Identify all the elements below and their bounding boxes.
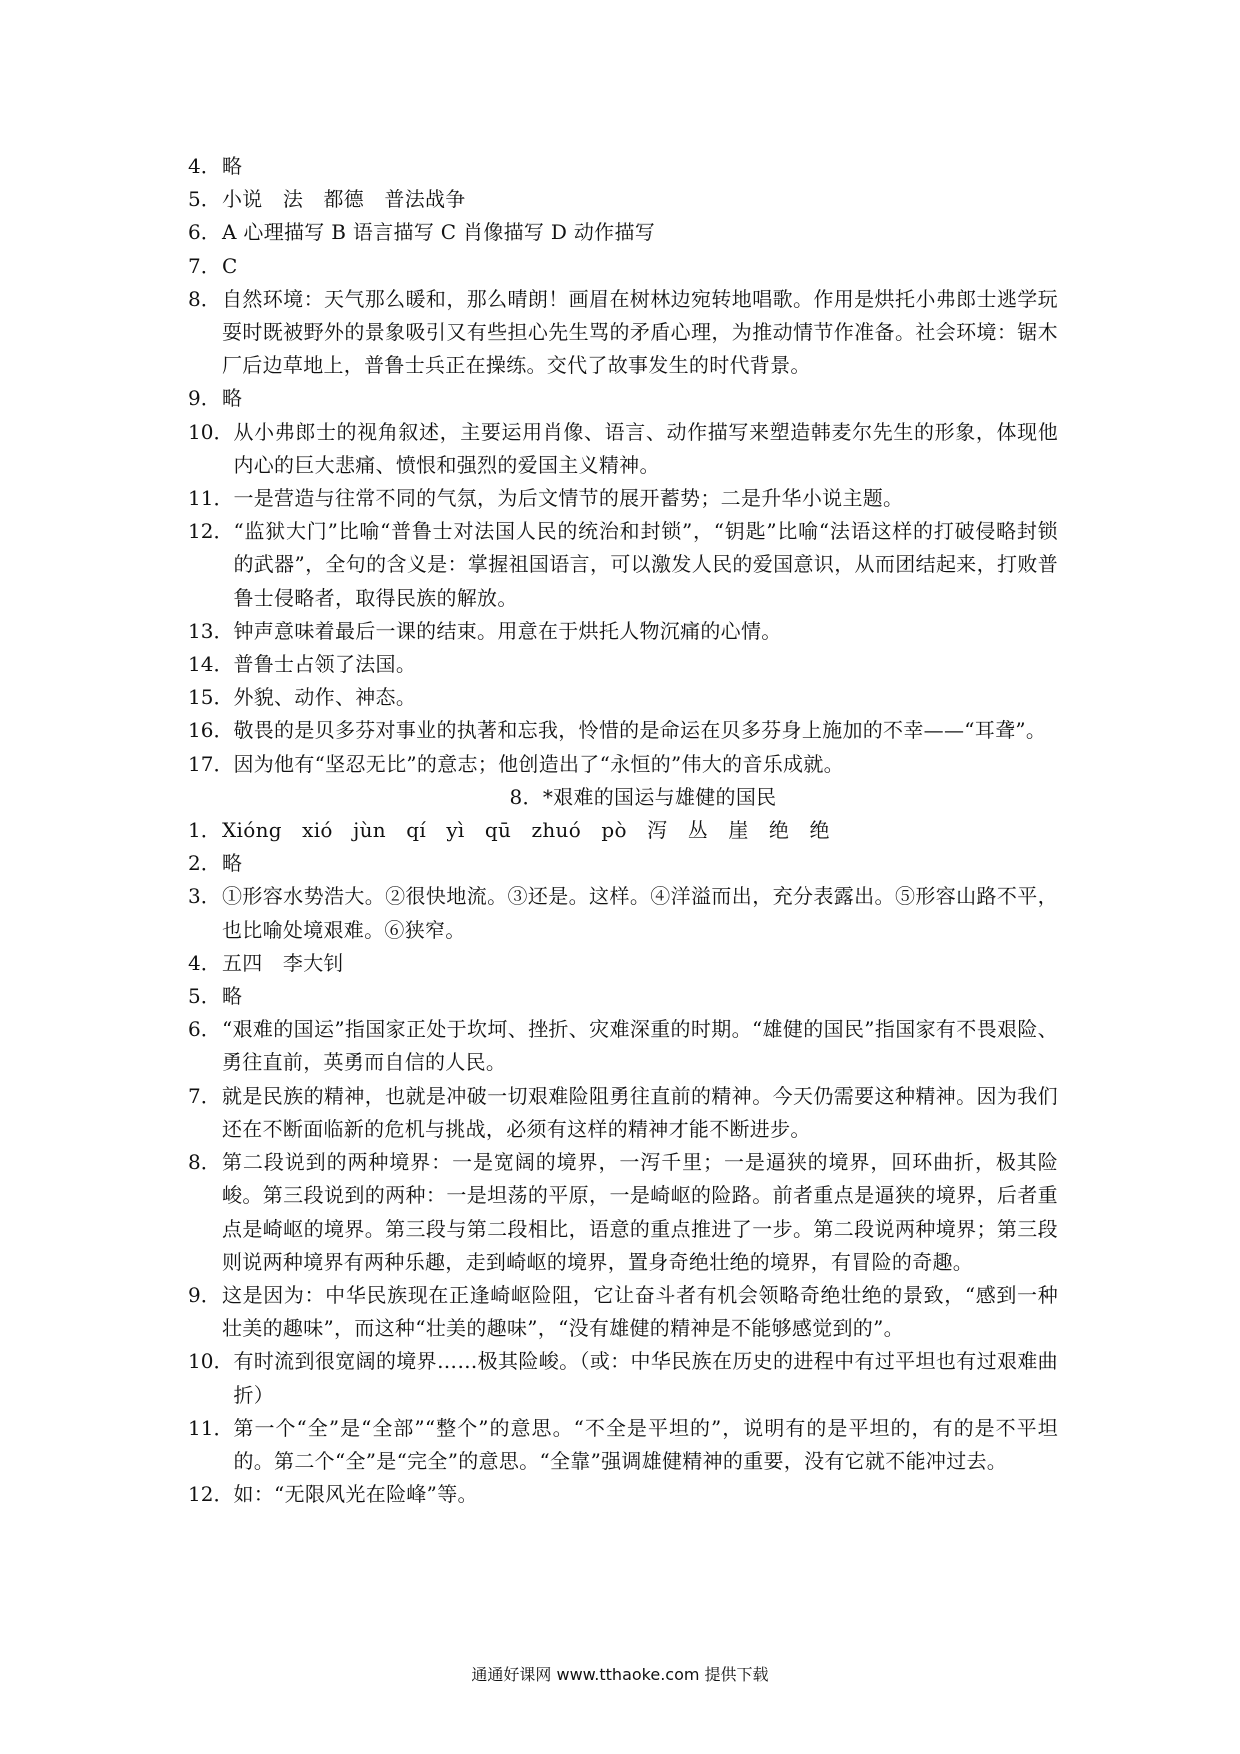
answer-text: 因为他有“坚忍无比”的意志；他创造出了“永恒的”伟大的音乐成就。 xyxy=(233,751,844,776)
answer-text: 略 xyxy=(222,386,243,411)
answer-number: 7． xyxy=(188,253,221,278)
answer-text: 钟声意味着最后一课的结束。用意在于烘托人物沉痛的心情。 xyxy=(233,618,782,643)
answer-item xyxy=(188,1345,1058,1411)
answer-text: 略 xyxy=(222,154,243,178)
answer-item xyxy=(188,1146,1058,1279)
answer-text: Xióng xió jùn qí yì qū zhuó pò 泻 丛 崖 绝 绝 xyxy=(222,818,830,843)
answer-item xyxy=(188,615,1058,648)
answer-text: C xyxy=(222,253,238,278)
answer-item xyxy=(188,814,1058,847)
answer-text: 从小弗郎士的视角叙述，主要运用肖像、语言、动作描写来塑造韩麦尔先生的形象，体现他内心的巨大悲痛、愤恨和强烈的爱国主义精神。 xyxy=(233,419,1058,477)
answer-item xyxy=(188,382,1058,415)
answer-number: 6． xyxy=(188,1017,221,1042)
answer-item xyxy=(188,947,1058,980)
answer-number: 16． xyxy=(188,718,234,743)
answer-item xyxy=(188,1080,1058,1146)
answer-number: 11． xyxy=(188,1415,234,1440)
answer-content xyxy=(188,150,1058,1511)
answer-item xyxy=(188,648,1058,681)
answer-text: A 心理描写 B 语言描写 C 肖像描写 D 动作描写 xyxy=(222,220,656,245)
answer-item xyxy=(188,283,1058,383)
answer-text: 小说 法 都德 普法战争 xyxy=(222,187,466,212)
answer-item xyxy=(188,748,1058,781)
answer-text: 第二段说到的两种境界：一是宽阔的境界，一泻千里；一是逼狭的境界，回环曲折，极其险峻。第三段说到的两种：一是坦荡的平原，一是崎岖的险路。前者重点是逼狭的境界，后者重点是崎岖的境界。第三段与第二段相比，语意的重点推进了一步。第二段说两种境界；第三段则说两种境界有两种乐趣，走到崎岖的境界，置身奇绝壮绝的境界，有冒险的奇趣。 xyxy=(222,1150,1058,1274)
answer-item xyxy=(188,880,1058,946)
answer-list-part-1 xyxy=(188,150,1058,781)
answer-item xyxy=(188,847,1058,880)
answer-text: 第一个“全”是“全部”“整个”的意思。“不全是平坦的”，说明有的是平坦的，有的是不平坦的。第二个“全”是“完全”的意思。“全靠”强调雄健精神的重要，没有它就不能冲过去。 xyxy=(233,1415,1058,1473)
answer-item xyxy=(188,1013,1058,1079)
answer-text: “监狱大门”比喻“普鲁士对法国人民的统治和封锁”，“钥匙”比喻“法语这样的打破侵略封锁的武器”，全句的含义是：掌握祖国语言，可以激发人民的爱国意识，从而团结起来，打败普鲁士侵略者，取得民族的解放。 xyxy=(233,519,1058,610)
answer-number: 7． xyxy=(188,1083,221,1108)
answer-text: “艰难的国运”指国家正处于坎坷、挫折、灾难深重的时期。“雄健的国民”指国家有不畏艰险、勇往直前，英勇而自信的人民。 xyxy=(222,1017,1058,1075)
answer-item xyxy=(188,416,1058,482)
answer-list-part-2 xyxy=(188,814,1058,1511)
answer-number: 4． xyxy=(188,154,221,178)
answer-number: 3． xyxy=(188,884,221,909)
answer-number: 9． xyxy=(188,386,221,411)
answer-text: 就是民族的精神，也就是冲破一切艰难险阻勇往直前的精神。今天仍需要这种精神。因为我们还在不断面临新的危机与挑战，必须有这样的精神才能不断进步。 xyxy=(222,1083,1058,1141)
answer-number: 10． xyxy=(188,1349,234,1374)
answer-number: 4． xyxy=(188,950,221,975)
answer-number: 12． xyxy=(188,1482,234,1507)
answer-item xyxy=(188,714,1058,747)
answer-number: 2． xyxy=(188,851,221,876)
answer-text: 一是营造与往常不同的气氛，为后文情节的展开蓄势；二是升华小说主题。 xyxy=(233,486,904,511)
answer-text: 略 xyxy=(222,984,243,1009)
answer-number: 9． xyxy=(188,1282,221,1307)
answer-number: 14． xyxy=(188,652,234,677)
answer-item xyxy=(188,216,1058,249)
answer-text: 略 xyxy=(222,851,243,876)
answer-text: 外貌、动作、神态。 xyxy=(233,685,417,710)
answer-number: 6． xyxy=(188,220,221,245)
answer-item xyxy=(188,1279,1058,1345)
answer-number: 10． xyxy=(188,419,234,444)
answer-item xyxy=(188,980,1058,1013)
answer-number: 5． xyxy=(188,187,221,212)
section-title: 8．*艰难的国运与雄健的国民 xyxy=(509,784,777,809)
answer-text: 五四 李大钊 xyxy=(222,950,344,975)
answer-number: 8． xyxy=(188,286,221,311)
answer-item xyxy=(188,1478,1058,1511)
answer-item xyxy=(188,482,1058,515)
answer-number: 5． xyxy=(188,984,221,1009)
answer-number: 1． xyxy=(188,818,221,843)
answer-text: 如：“无限风光在险峰”等。 xyxy=(233,1482,478,1507)
answer-number: 12． xyxy=(188,519,234,544)
answer-item xyxy=(188,681,1058,714)
answer-item xyxy=(188,150,1058,183)
answer-number: 15． xyxy=(188,685,234,710)
answer-text: 敬畏的是贝多芬对事业的执著和忘我，怜惜的是命运在贝多芬身上施加的不幸——“耳聋”。 xyxy=(233,718,1047,743)
answer-text: 这是因为：中华民族现在正逢崎岖险阻，它让奋斗者有机会领略奇绝壮绝的景致，“感到一种壮美的趣味”，而这种“壮美的趣味”，“没有雄健的精神是不能够感觉到的”。 xyxy=(222,1282,1058,1341)
answer-number: 8． xyxy=(188,1150,221,1175)
footer-download-note: 通通好课网 www.tthaoke.com 提供下载 xyxy=(471,1665,769,1684)
answer-text: 普鲁士占领了法国。 xyxy=(233,652,417,677)
answer-number: 17． xyxy=(188,751,234,776)
answer-item xyxy=(188,250,1058,283)
answer-item xyxy=(188,183,1058,216)
answer-number: 11． xyxy=(188,486,234,511)
answer-text: 自然环境：天气那么暖和，那么晴朗！画眉在树林边宛转地唱歌。作用是烘托小弗郎士逃学玩耍时既被野外的景象吸引又有些担心先生骂的矛盾心理，为推动情节作准备。社会环境：锯木厂后边草地上，普鲁士兵正在操练。交代了故事发生的时代背景。 xyxy=(222,286,1058,378)
answer-item xyxy=(188,1412,1058,1478)
answer-text: ①形容水势浩大。②很快地流。③还是。这样。④洋溢而出，充分表露出。⑤形容山路不平，也比喻处境艰难。⑥狭窄。 xyxy=(222,884,1058,942)
answer-text: 有时流到很宽阔的境界……极其险峻。（或：中华民族在历史的进程中有过平坦也有过艰难曲折） xyxy=(233,1349,1058,1407)
answer-item xyxy=(188,515,1058,615)
answer-number: 13． xyxy=(188,618,234,643)
